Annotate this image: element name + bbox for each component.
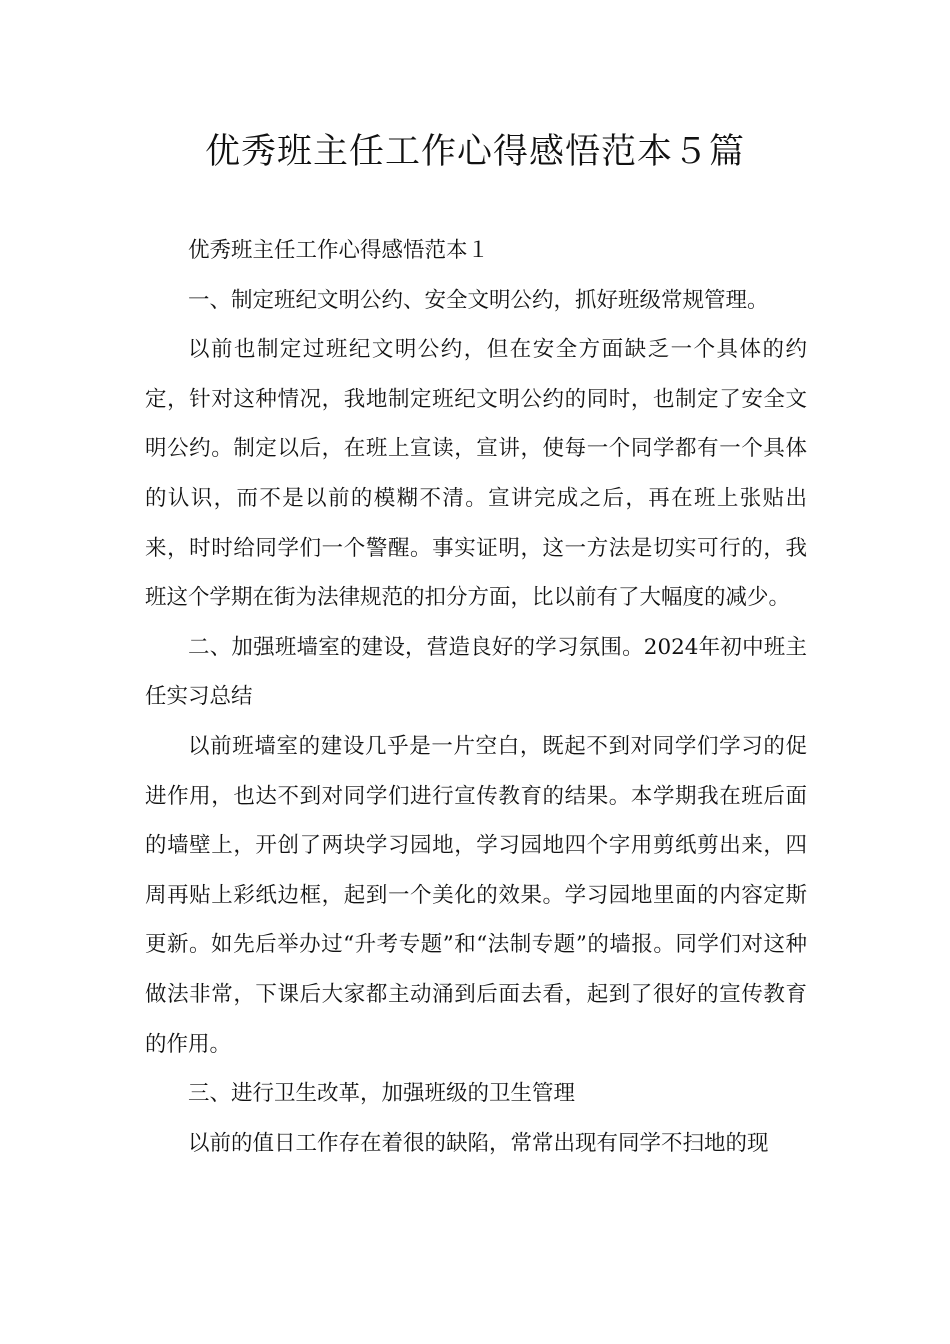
- section-heading: 优秀班主任工作心得感悟范本１: [188, 238, 490, 263]
- document-body: [145, 226, 807, 1168]
- paragraph-2: 以前班墙室的建设几乎是一片空白，既起不到对同学们学习的促进作用，也达不到对同学们进行宣传教育的结果。本学期我在班后面的墙壁上，开创了两块学习园地，学习园地四个字用剪纸剪出来，四周再贴上彩纸边框，起到一个美化的效果。学习园地里面的内容定斯更新。如先后举办过“升考专题”和“法制专题”的墙报。同学们对这种做法非常，下课后大家都主动涌到后面去看，起到了很好的宣传教育的作用。: [145, 733, 807, 1057]
- paragraph-1: 以前也制定过班纪文明公约，但在安全方面缺乏一个具体的约定，针对这种情况，我地制定班纪文明公约的同时，也制定了安全文明公约。制定以后，在班上宣读，宣讲，使每一个同学都有一个具体的认识，而不是以前的模糊不清。宣讲完成之后，再在班上张贴出来，时时给同学们一个警醒。事实证明，这一方法是切实可行的，我班这个学期在街为法律规范的扣分方面，比以前有了大幅度的减少。: [145, 337, 807, 611]
- subheading-3: 三、进行卫生改革，加强班级的卫生管理: [188, 1081, 576, 1107]
- document-title: 优秀班主任工作心得感悟范本５篇: [204, 132, 745, 172]
- subheading-2: 二、加强班墙室的建设，营造良好的学习氛围。2024年初中班主任实习总结: [145, 634, 807, 710]
- subheading-1: 一、制定班纪文明公约、安全文明公约，抓好班级常规管理。: [188, 287, 769, 313]
- paragraph-3: 以前的值日工作存在着很的缺陷，常常出现有同学不扫地的现: [188, 1130, 769, 1156]
